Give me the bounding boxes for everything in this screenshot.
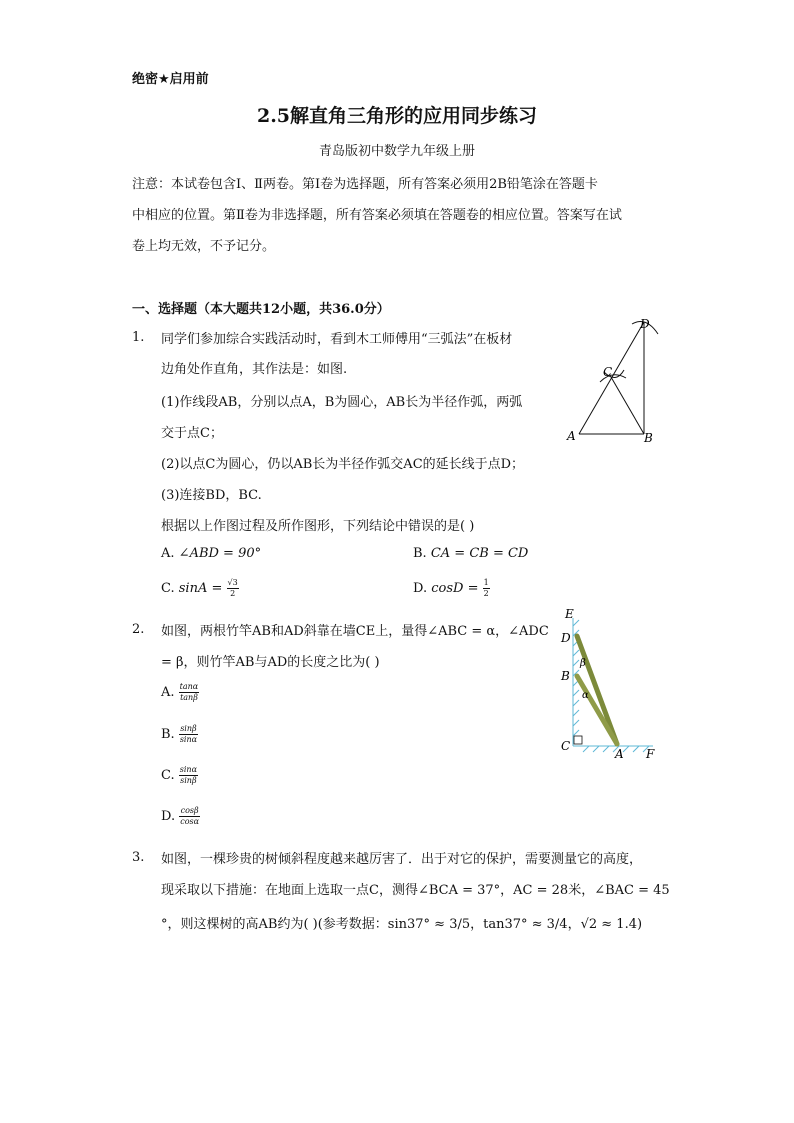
q2-option-c-den: sinβ bbox=[180, 776, 197, 785]
q1-line-6: (3)连接BD，BC. bbox=[161, 488, 262, 503]
section-title: 一、选择题（本大题共12小题，共36.0分） bbox=[132, 302, 390, 317]
q2-option-a-fraction bbox=[179, 682, 200, 703]
q2-option-c[interactable] bbox=[161, 765, 198, 786]
q2-option-c-letter: C. bbox=[161, 768, 175, 783]
q1-option-c[interactable] bbox=[161, 578, 239, 599]
q1-option-b-letter: B. bbox=[413, 546, 427, 561]
label-e: E bbox=[565, 607, 574, 621]
q1-option-a[interactable] bbox=[161, 546, 261, 561]
q1-option-a-text: ∠ABD = 90° bbox=[178, 546, 262, 561]
q1-figure bbox=[560, 312, 670, 447]
q2-number: 2. bbox=[132, 622, 145, 637]
q1-option-a-letter: A. bbox=[161, 546, 175, 561]
segment-bc bbox=[611, 377, 644, 434]
q1-option-d-fraction bbox=[483, 578, 490, 599]
label-f: F bbox=[646, 747, 655, 761]
q1-line-3: (1)作线段AB，分别以点A，B为圆心，AB长为半径作弧，两弧 bbox=[161, 395, 523, 410]
q2-option-d-den: cosα bbox=[180, 817, 200, 826]
q2-option-a-num: tanα bbox=[179, 682, 199, 691]
q2-option-c-fraction bbox=[179, 765, 198, 786]
q2-option-d-fraction bbox=[179, 806, 200, 827]
page-title: 2.5解直角三角形的应用同步练习 bbox=[256, 105, 538, 127]
q2-line-2: = β，则竹竿AB与AD的长度之比为( ) bbox=[161, 655, 380, 670]
q2-option-a[interactable] bbox=[161, 682, 199, 703]
q2-option-a-den: tanβ bbox=[180, 693, 198, 702]
q1-option-d-num: 1 bbox=[483, 578, 489, 587]
q1-line-2: 边角处作直角，其作法是：如图. bbox=[161, 362, 348, 377]
label-d: D bbox=[640, 317, 650, 331]
q1-option-d-den: 2 bbox=[483, 589, 489, 598]
q2-line-1: 如图，两根竹竿AB和AD斜靠在墙CE上，量得∠ABC = α，∠ADC bbox=[161, 624, 549, 639]
secret-label: 绝密★启用前 bbox=[132, 72, 209, 87]
q1-line-4: 交于点C； bbox=[161, 426, 223, 441]
q2-option-c-num: sinα bbox=[179, 765, 197, 774]
q2-option-d-num: cosβ bbox=[180, 806, 199, 815]
q1-line-7: 根据以上作图过程及所作图形，下列结论中错误的是( ) bbox=[161, 519, 475, 534]
q2-option-b-fraction bbox=[179, 724, 198, 745]
label-a: A bbox=[567, 429, 576, 443]
q1-line-1: 同学们参加综合实践活动时，看到木工师傅用“三弧法”在板材 bbox=[161, 332, 513, 347]
label-d: D bbox=[561, 631, 571, 645]
notice-line-3: 卷上均无效，不予记分。 bbox=[132, 239, 276, 254]
q1-option-c-text: sinA = bbox=[178, 581, 223, 596]
label-b: B bbox=[561, 669, 570, 683]
q1-option-c-letter: C. bbox=[161, 581, 175, 596]
q2-figure bbox=[555, 606, 670, 764]
q3-line-2: 现采取以下措施：在地面上选取一点C，测得∠BCA = 37°，AC = 28米，∠BAC = 45 bbox=[161, 883, 670, 898]
label-beta: β bbox=[580, 658, 586, 669]
q1-option-d[interactable] bbox=[413, 578, 490, 599]
page-subtitle: 青岛版初中数学九年级上册 bbox=[318, 144, 475, 159]
q1-option-c-den: 2 bbox=[230, 589, 236, 598]
q2-option-b-den: sinα bbox=[179, 735, 198, 744]
label-c: C bbox=[561, 739, 571, 753]
q2-option-b-num: sinβ bbox=[180, 724, 197, 733]
q2-option-b[interactable] bbox=[161, 724, 198, 745]
label-b: B bbox=[644, 431, 653, 445]
label-c: C bbox=[603, 365, 613, 379]
q2-option-a-letter: A. bbox=[161, 685, 175, 700]
right-angle-mark bbox=[574, 736, 582, 744]
q1-option-c-num: √3 bbox=[227, 578, 238, 587]
q2-option-d[interactable] bbox=[161, 806, 200, 827]
q1-option-d-text: cosD = bbox=[431, 581, 479, 596]
label-alpha: α bbox=[582, 690, 589, 701]
label-a: A bbox=[615, 747, 624, 761]
q1-option-b[interactable] bbox=[413, 546, 528, 561]
q1-number: 1. bbox=[132, 330, 145, 345]
q1-line-5: (2)以点C为圆心，仍以AB长为半径作弧交AC的延长线于点D； bbox=[161, 457, 525, 472]
q3-number: 3. bbox=[132, 850, 145, 865]
notice-line-2: 中相应的位置。第Ⅱ卷为非选择题，所有答案必须填在答题卷的相应位置。答案写在试 bbox=[132, 208, 622, 223]
q2-option-b-letter: B. bbox=[161, 727, 175, 742]
q3-line-1: 如图，一棵珍贵的树倾斜程度越来越厉害了．出于对它的保护，需要测量它的高度， bbox=[161, 852, 643, 867]
q1-option-c-fraction bbox=[227, 578, 239, 599]
notice-line-1: 注意：本试卷包含Ⅰ、Ⅱ两卷。第Ⅰ卷为选择题，所有答案必须用2B铅笔涂在答题卡 bbox=[132, 177, 598, 192]
q3-line-3: °，则这棵树的高AB约为( )(参考数据：sin37° ≈ 3/5，tan37° ≈ 3/4，√2 ≈ 1.4) bbox=[161, 917, 643, 932]
q2-option-d-letter: D. bbox=[161, 809, 176, 824]
q1-option-d-letter: D. bbox=[413, 581, 428, 596]
q1-option-b-text: CA = CB = CD bbox=[430, 546, 529, 561]
